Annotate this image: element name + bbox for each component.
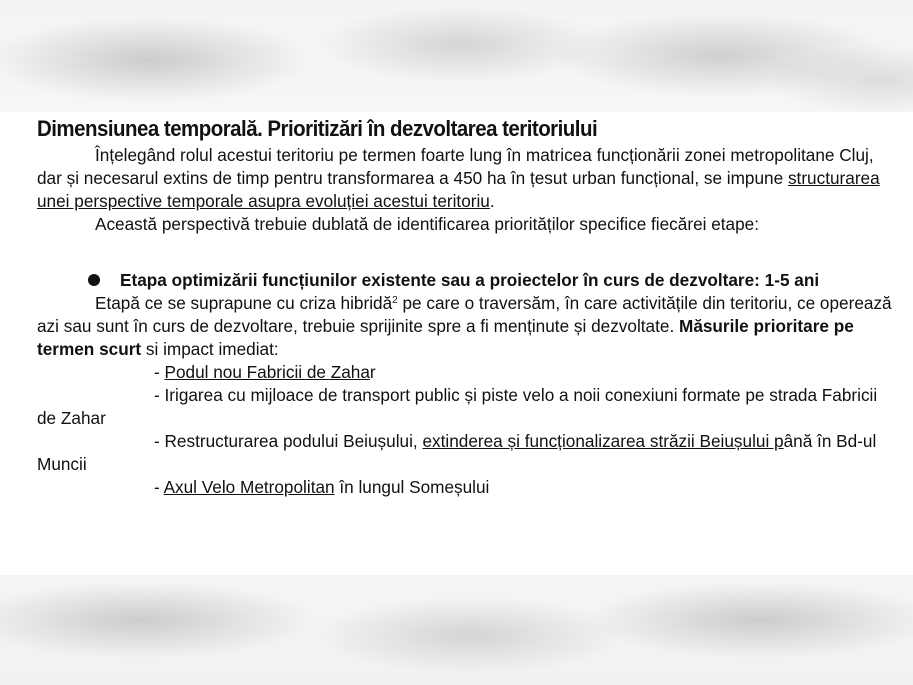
- list-item-restructurarea: [37, 430, 897, 476]
- stage-text-a: Etapă ce se suprapune cu criza hibridă: [95, 293, 393, 313]
- list-item-link-text: Podul nou Fabricii de Zaha: [164, 362, 370, 382]
- list-item-irigarea: - Irigarea cu mijloace de transport public și piste velo a noii conexiuni formate pe strada Fabricii de Zahar: [37, 385, 878, 428]
- list-item-dash: -: [154, 362, 165, 382]
- stage-text-b: pe care o traversăm, în care activitățile din teritoriu, ce operează azi sau sunt în curs de dezvoltare, trebuie sprijinite spre a fi menținute și dezvoltate.: [37, 293, 892, 336]
- list-item-suffix: r: [369, 362, 376, 382]
- paragraph-intro: [37, 144, 897, 213]
- list-item-podul-nou: [37, 361, 897, 384]
- bullet-dot-icon: [88, 274, 100, 286]
- list-item-suffix: în lungul Someșului: [334, 477, 490, 497]
- blurred-background-top: [0, 0, 913, 112]
- stage-text-c: si impact imediat:: [141, 339, 279, 359]
- spacer: [37, 236, 897, 259]
- bullet-stage-title: Etapa optimizării funcțiunilor existente sau a proiectelor în curs de dezvoltare: 1-5 ani: [120, 270, 820, 290]
- paragraph-priorities: Această perspectivă trebuie dublată de identificarea priorităților specifice fiecărei etape:: [95, 214, 760, 234]
- list-item-prefix: - Restructurarea podului Beiușului,: [154, 431, 423, 451]
- list-item-link-text: Axul Velo Metropolitan: [163, 477, 335, 497]
- list-item-dash: -: [154, 477, 164, 497]
- list-item-suffix: ână în Bd-ul Muncii: [37, 431, 877, 474]
- document-page: [37, 114, 897, 499]
- intro-period: .: [489, 191, 495, 211]
- section-heading: Dimensiunea temporală. Prioritizări în dezvoltarea teritoriului: [37, 116, 598, 141]
- intro-underlined-text: structurarea unei perspective temporale asupra evoluției acestui teritoriu: [37, 168, 880, 211]
- bullet-stage: [37, 269, 897, 292]
- list-item-link-text: extinderea și funcționalizarea străzii Beiușului p: [422, 431, 784, 451]
- footnote-marker: 2: [392, 295, 398, 306]
- paragraph-stage-description: [37, 292, 897, 361]
- intro-text: Înțelegând rolul acestui teritoriu pe termen foarte lung în matricea funcționării zonei metropolitane Cluj, dar și necesarul extins de timp pentru transformarea a 450 ha în țesut urban funcțional, se impune: [37, 145, 874, 188]
- stage-bold-measures: Măsurile prioritare pe termen scurt: [37, 316, 854, 359]
- blurred-background-bottom: [0, 575, 913, 685]
- list-item-axul-velo: [37, 476, 897, 499]
